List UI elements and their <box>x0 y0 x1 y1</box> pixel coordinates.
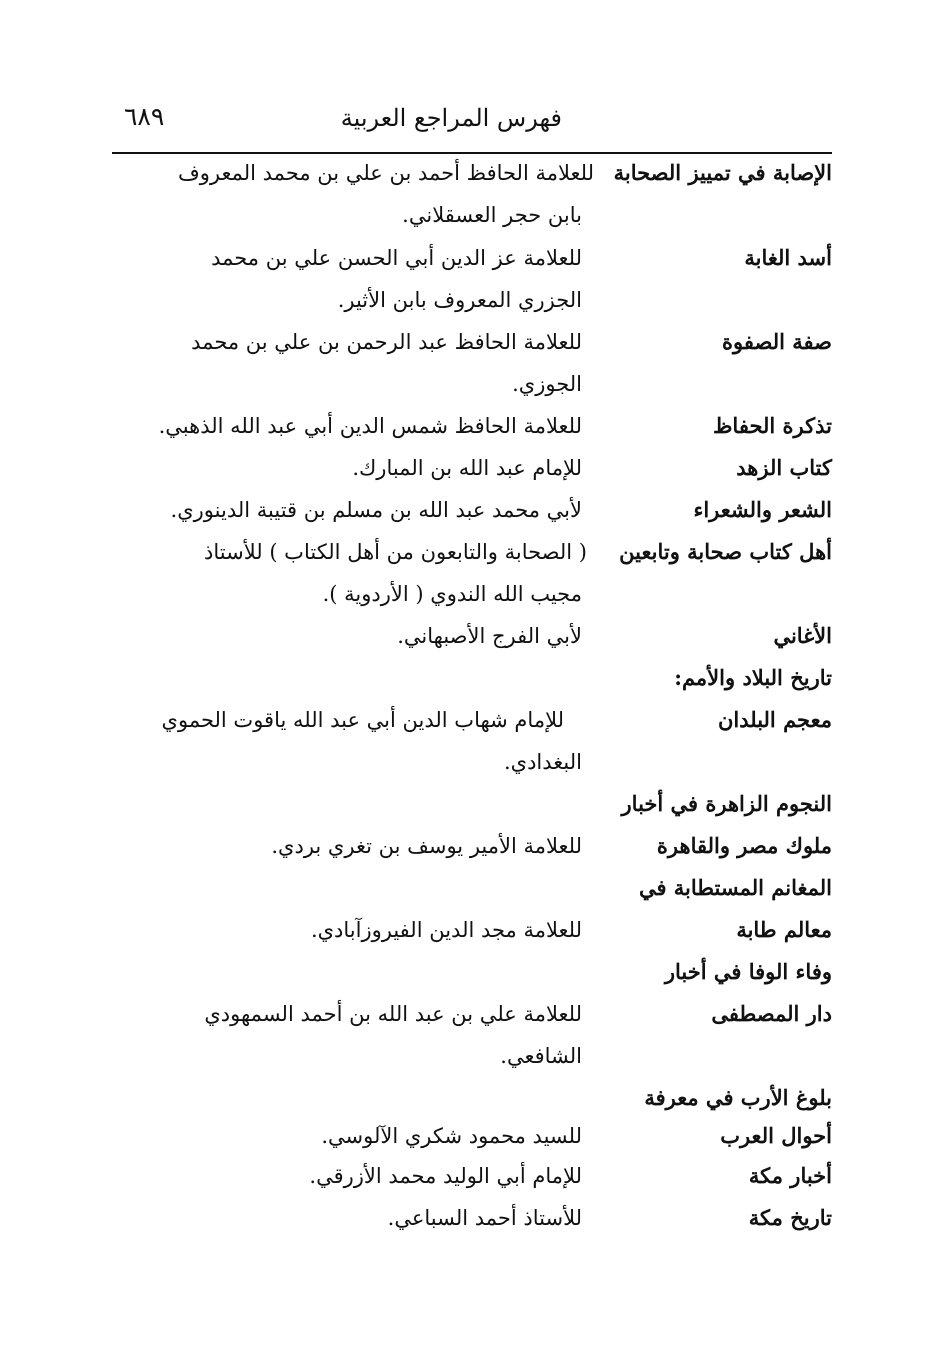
reference-entry <box>110 994 832 1034</box>
reference-description-cont: الشافعي. <box>500 1044 582 1068</box>
running-title: فهرس المراجع العربية <box>340 104 562 132</box>
reference-description: للأستاذ أحمد السباعي. <box>387 1206 582 1230</box>
reference-description: للعلامة الحافظ شمس الدين أبي عبد الله الذهبي. <box>158 414 582 438</box>
reference-title: أخبار مكة <box>748 1163 832 1188</box>
reference-description: للإمام عبد الله بن المبارك. <box>352 456 582 480</box>
reference-description: للسيد محمود شكري الآلوسي. <box>321 1124 582 1148</box>
reference-title: صفة الصفوة <box>722 329 832 354</box>
reference-description: للعلامة علي بن عبد الله بن أحمد السمهودي <box>204 1002 582 1026</box>
reference-title-line <box>110 784 832 824</box>
reference-description: للإمام شهاب الدين أبي عبد الله ياقوت الحموي <box>161 708 564 732</box>
reference-entry <box>110 616 832 656</box>
reference-continuation <box>110 574 832 614</box>
reference-title: وفاء الوفا في أخبار <box>664 959 832 984</box>
reference-entry <box>110 322 832 362</box>
reference-title-cont: أحوال العرب <box>720 1123 832 1148</box>
page-header <box>110 100 832 140</box>
reference-title: تذكرة الحفاظ <box>713 413 832 438</box>
reference-description: للعلامة الحافظ أحمد بن علي بن محمد المعروف <box>177 161 594 185</box>
reference-title: أهل كتاب صحابة وتابعين <box>619 539 832 564</box>
reference-title-cont: معالم طابة <box>736 917 832 942</box>
reference-description: ( الصحابة والتابعون من أهل الكتاب ) للأستاذ <box>204 540 587 564</box>
reference-entry <box>110 532 832 572</box>
reference-title: بلوغ الأرب في معرفة <box>644 1085 832 1110</box>
reference-title: أسد الغابة <box>744 245 832 270</box>
reference-title: كتاب الزهد <box>736 455 832 480</box>
reference-title: تاريخ مكة <box>748 1205 832 1230</box>
reference-title-line <box>110 868 832 908</box>
section-heading-text: تاريخ البلاد والأمم: <box>674 665 832 690</box>
reference-description-cont: مجيب الله الندوي ( الأردوية ). <box>322 582 582 606</box>
reference-description: للإمام أبي الوليد محمد الأزرقي. <box>309 1164 582 1188</box>
reference-title: الأغاني <box>773 623 832 648</box>
reference-entry <box>110 1116 832 1156</box>
section-heading <box>110 658 832 698</box>
reference-description: للعلامة الحافظ عبد الرحمن بن علي بن محمد <box>191 330 582 354</box>
reference-entry <box>110 1198 832 1238</box>
reference-entry <box>110 153 832 193</box>
reference-continuation <box>110 742 832 782</box>
reference-description: للعلامة الأمير يوسف بن تغري بردي. <box>271 834 582 858</box>
reference-entry <box>110 1156 832 1196</box>
reference-title: معجم البلدان <box>717 707 832 732</box>
reference-entry <box>110 406 832 446</box>
reference-description-cont: البغدادي. <box>503 750 582 774</box>
reference-continuation <box>110 364 832 404</box>
reference-title-cont: دار المصطفى <box>711 1001 832 1026</box>
reference-description-cont: بابن حجر العسقلاني. <box>402 203 582 227</box>
reference-description: لأبي محمد عبد الله بن مسلم بن قتيبة الدينوري. <box>170 498 582 522</box>
reference-title-line <box>110 1078 832 1118</box>
reference-description: لأبي الفرج الأصبهاني. <box>397 624 582 648</box>
reference-entry <box>110 448 832 488</box>
page-number: ٦٨٩ <box>124 102 165 131</box>
reference-description: للعلامة عز الدين أبي الحسن علي بن محمد <box>211 246 582 270</box>
reference-continuation <box>110 280 832 320</box>
reference-description-cont: الجزري المعروف بابن الأثير. <box>337 288 582 312</box>
reference-title-line <box>110 952 832 992</box>
reference-title: المغانم المستطابة في <box>638 875 832 900</box>
reference-entry <box>110 910 832 950</box>
reference-title-cont: ملوك مصر والقاهرة <box>656 833 832 858</box>
reference-entry <box>110 490 832 530</box>
reference-description: للعلامة مجد الدين الفيروزآبادي. <box>310 918 582 942</box>
reference-entry <box>110 700 832 740</box>
reference-continuation <box>110 195 832 235</box>
reference-title: الشعر والشعراء <box>693 497 832 522</box>
reference-entry <box>110 826 832 866</box>
reference-continuation <box>110 1036 832 1076</box>
reference-title: النجوم الزاهرة في أخبار <box>621 791 832 816</box>
reference-title: الإصابة في تمييز الصحابة <box>613 160 832 185</box>
reference-entry <box>110 238 832 278</box>
reference-description-cont: الجوزي. <box>512 372 582 396</box>
